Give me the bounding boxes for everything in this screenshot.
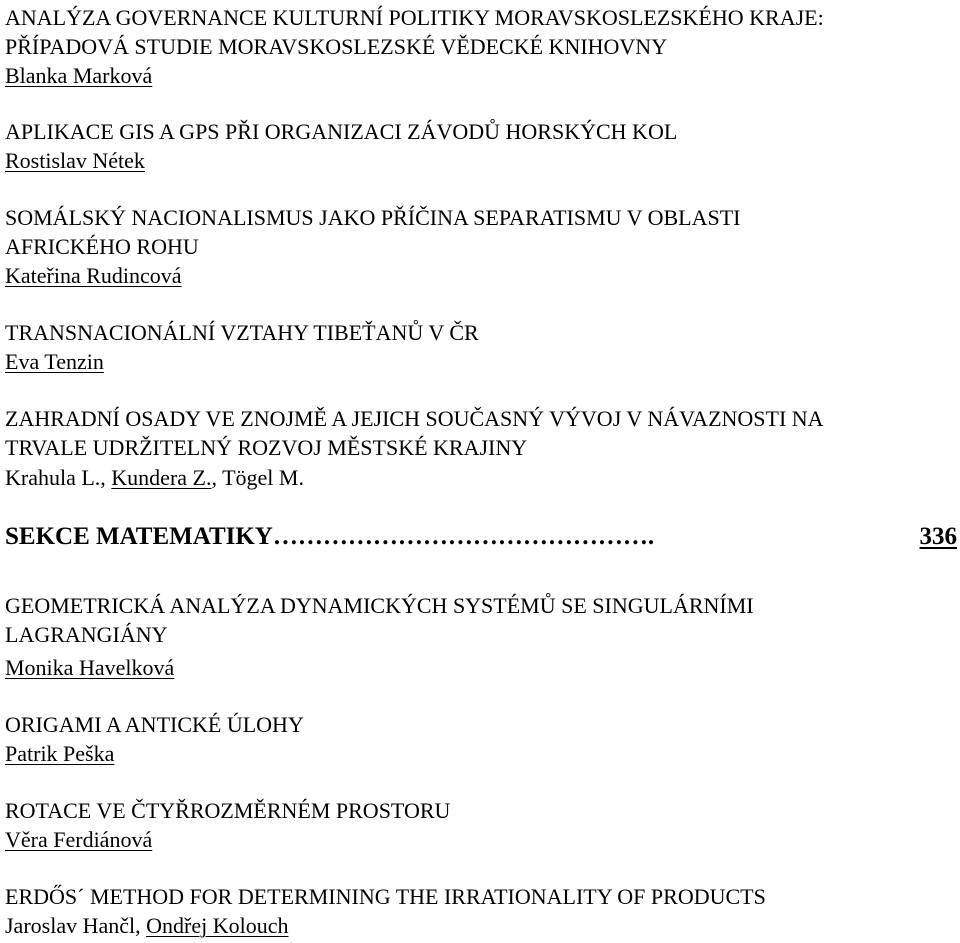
- section-title: SEKCE MATEMATIKY: [5, 523, 273, 550]
- author-link[interactable]: Blanka Marková: [5, 63, 153, 88]
- entry-title-line: SOMÁLSKÝ NACIONALISMUS JAKO PŘÍČINA SEPARATISMU V OBLASTI: [5, 205, 741, 230]
- entry-author-line: [5, 827, 152, 853]
- author-separator: ,: [211, 465, 223, 490]
- entry-title-line: TRANSNACIONÁLNÍ VZTAHY TIBEŤANŮ V ČR: [5, 320, 479, 345]
- entry-author-line: [5, 913, 288, 939]
- section-heading: [5, 522, 957, 552]
- author-link[interactable]: Rostislav Nétek: [5, 148, 145, 173]
- entry-title-line: PŘÍPADOVÁ STUDIE MORAVSKOSLEZSKÉ VĚDECKÉ KNIHOVNY: [5, 34, 668, 59]
- author-link[interactable]: Patrik Peška: [5, 741, 115, 766]
- entry-author-line: [5, 263, 182, 289]
- entry-author-line: [5, 741, 114, 767]
- author-separator: ,: [135, 913, 147, 938]
- entry-title-line: APLIKACE GIS A GPS PŘI ORGANIZACI ZÁVODŮ HORSKÝCH KOL: [5, 119, 678, 144]
- section-leader: ……………………………………….: [272, 523, 655, 550]
- author-link[interactable]: Věra Ferdiánová: [5, 827, 153, 852]
- author-name: Tögel M.: [222, 465, 304, 490]
- entry-title-line: AFRICKÉHO ROHU: [5, 234, 199, 259]
- section-page-link[interactable]: 336: [919, 523, 957, 550]
- entry-author-line: [5, 63, 152, 89]
- entry-author-line: [5, 148, 145, 174]
- author-link[interactable]: Monika Havelková: [5, 655, 175, 680]
- entry-title-line: ANALÝZA GOVERNANCE KULTURNÍ POLITIKY MORAVSKOSLEZSKÉHO KRAJE:: [5, 5, 824, 30]
- author-link[interactable]: Kateřina Rudincová: [5, 263, 182, 288]
- entry-title-line: ORIGAMI A ANTICKÉ ÚLOHY: [5, 712, 304, 737]
- entry-title-line: GEOMETRICKÁ ANALÝZA DYNAMICKÝCH SYSTÉMŮ SE SINGULÁRNÍMI: [5, 593, 754, 618]
- author-link[interactable]: Kundera Z.: [111, 465, 212, 490]
- entry-author-line: [5, 465, 304, 491]
- entry-title-line: TRVALE UDRŽITELNÝ ROZVOJ MĚSTSKÉ KRAJINY: [5, 435, 528, 460]
- author-link[interactable]: Ondřej Kolouch: [146, 913, 289, 938]
- entry-title-line: LAGRANGIÁNY: [5, 622, 168, 647]
- author-link[interactable]: Eva Tenzin: [5, 349, 104, 374]
- entry-author-line: [5, 655, 174, 681]
- entry-title-line: ERDŐS´ METHOD FOR DETERMINING THE IRRATIONALITY OF PRODUCTS: [5, 884, 766, 909]
- entry-title-line: ROTACE VE ČTYŘROZMĚRNÉM PROSTORU: [5, 798, 451, 823]
- author-separator: ,: [100, 465, 112, 490]
- author-name: Jaroslav Hančl: [5, 913, 136, 938]
- author-name: Krahula L.: [5, 465, 101, 490]
- entry-author-line: [5, 349, 104, 375]
- entry-title-line: ZAHRADNÍ OSADY VE ZNOJMĚ A JEJICH SOUČASNÝ VÝVOJ V NÁVAZNOSTI NA: [5, 406, 824, 431]
